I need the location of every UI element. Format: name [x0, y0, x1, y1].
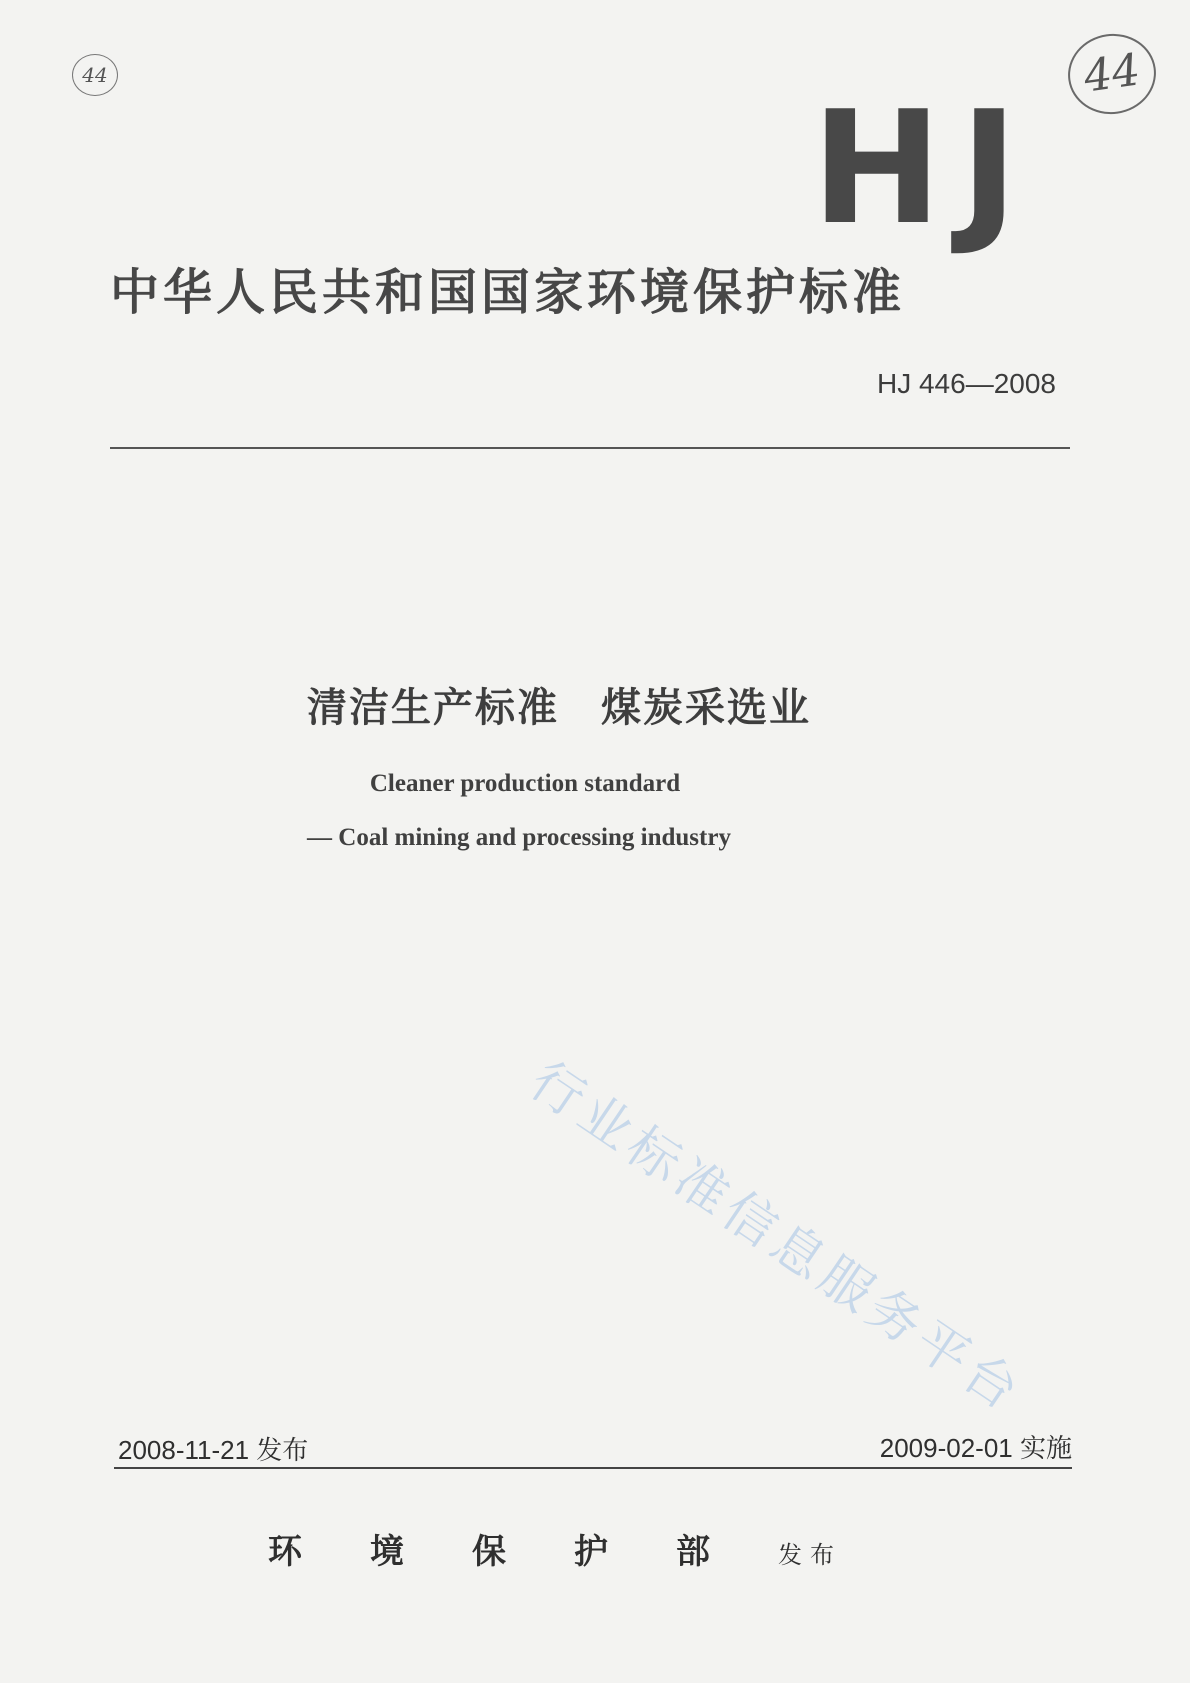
publisher-suffix: 发布	[778, 1541, 842, 1569]
publisher-name: 环境保护部	[268, 1532, 778, 1572]
bottom-divider	[114, 1467, 1072, 1469]
hj-logo: HJ	[811, 77, 1036, 259]
standard-category-title: 中华人民共和国国家环境保护标准	[110, 264, 906, 321]
standard-code: HJ 446—2008	[876, 368, 1056, 399]
publisher-line	[0, 1524, 1150, 1573]
document-title-en-line1: Cleaner production standard	[369, 770, 681, 797]
document-title-en-line2: — Coal mining and processing industry	[307, 824, 731, 851]
handwritten-page-mark-left: 44	[72, 54, 118, 96]
implementation-date: 2009-02-01 实施	[879, 1433, 1072, 1463]
top-divider	[110, 447, 1070, 449]
watermark: 行业标准信息服务平台	[519, 1050, 1034, 1425]
handwritten-page-mark-right: 44	[1063, 28, 1161, 119]
document-title-cn: 清洁生产标准 煤炭采选业	[307, 685, 811, 731]
issue-date: 2008-11-21 发布	[118, 1435, 309, 1465]
